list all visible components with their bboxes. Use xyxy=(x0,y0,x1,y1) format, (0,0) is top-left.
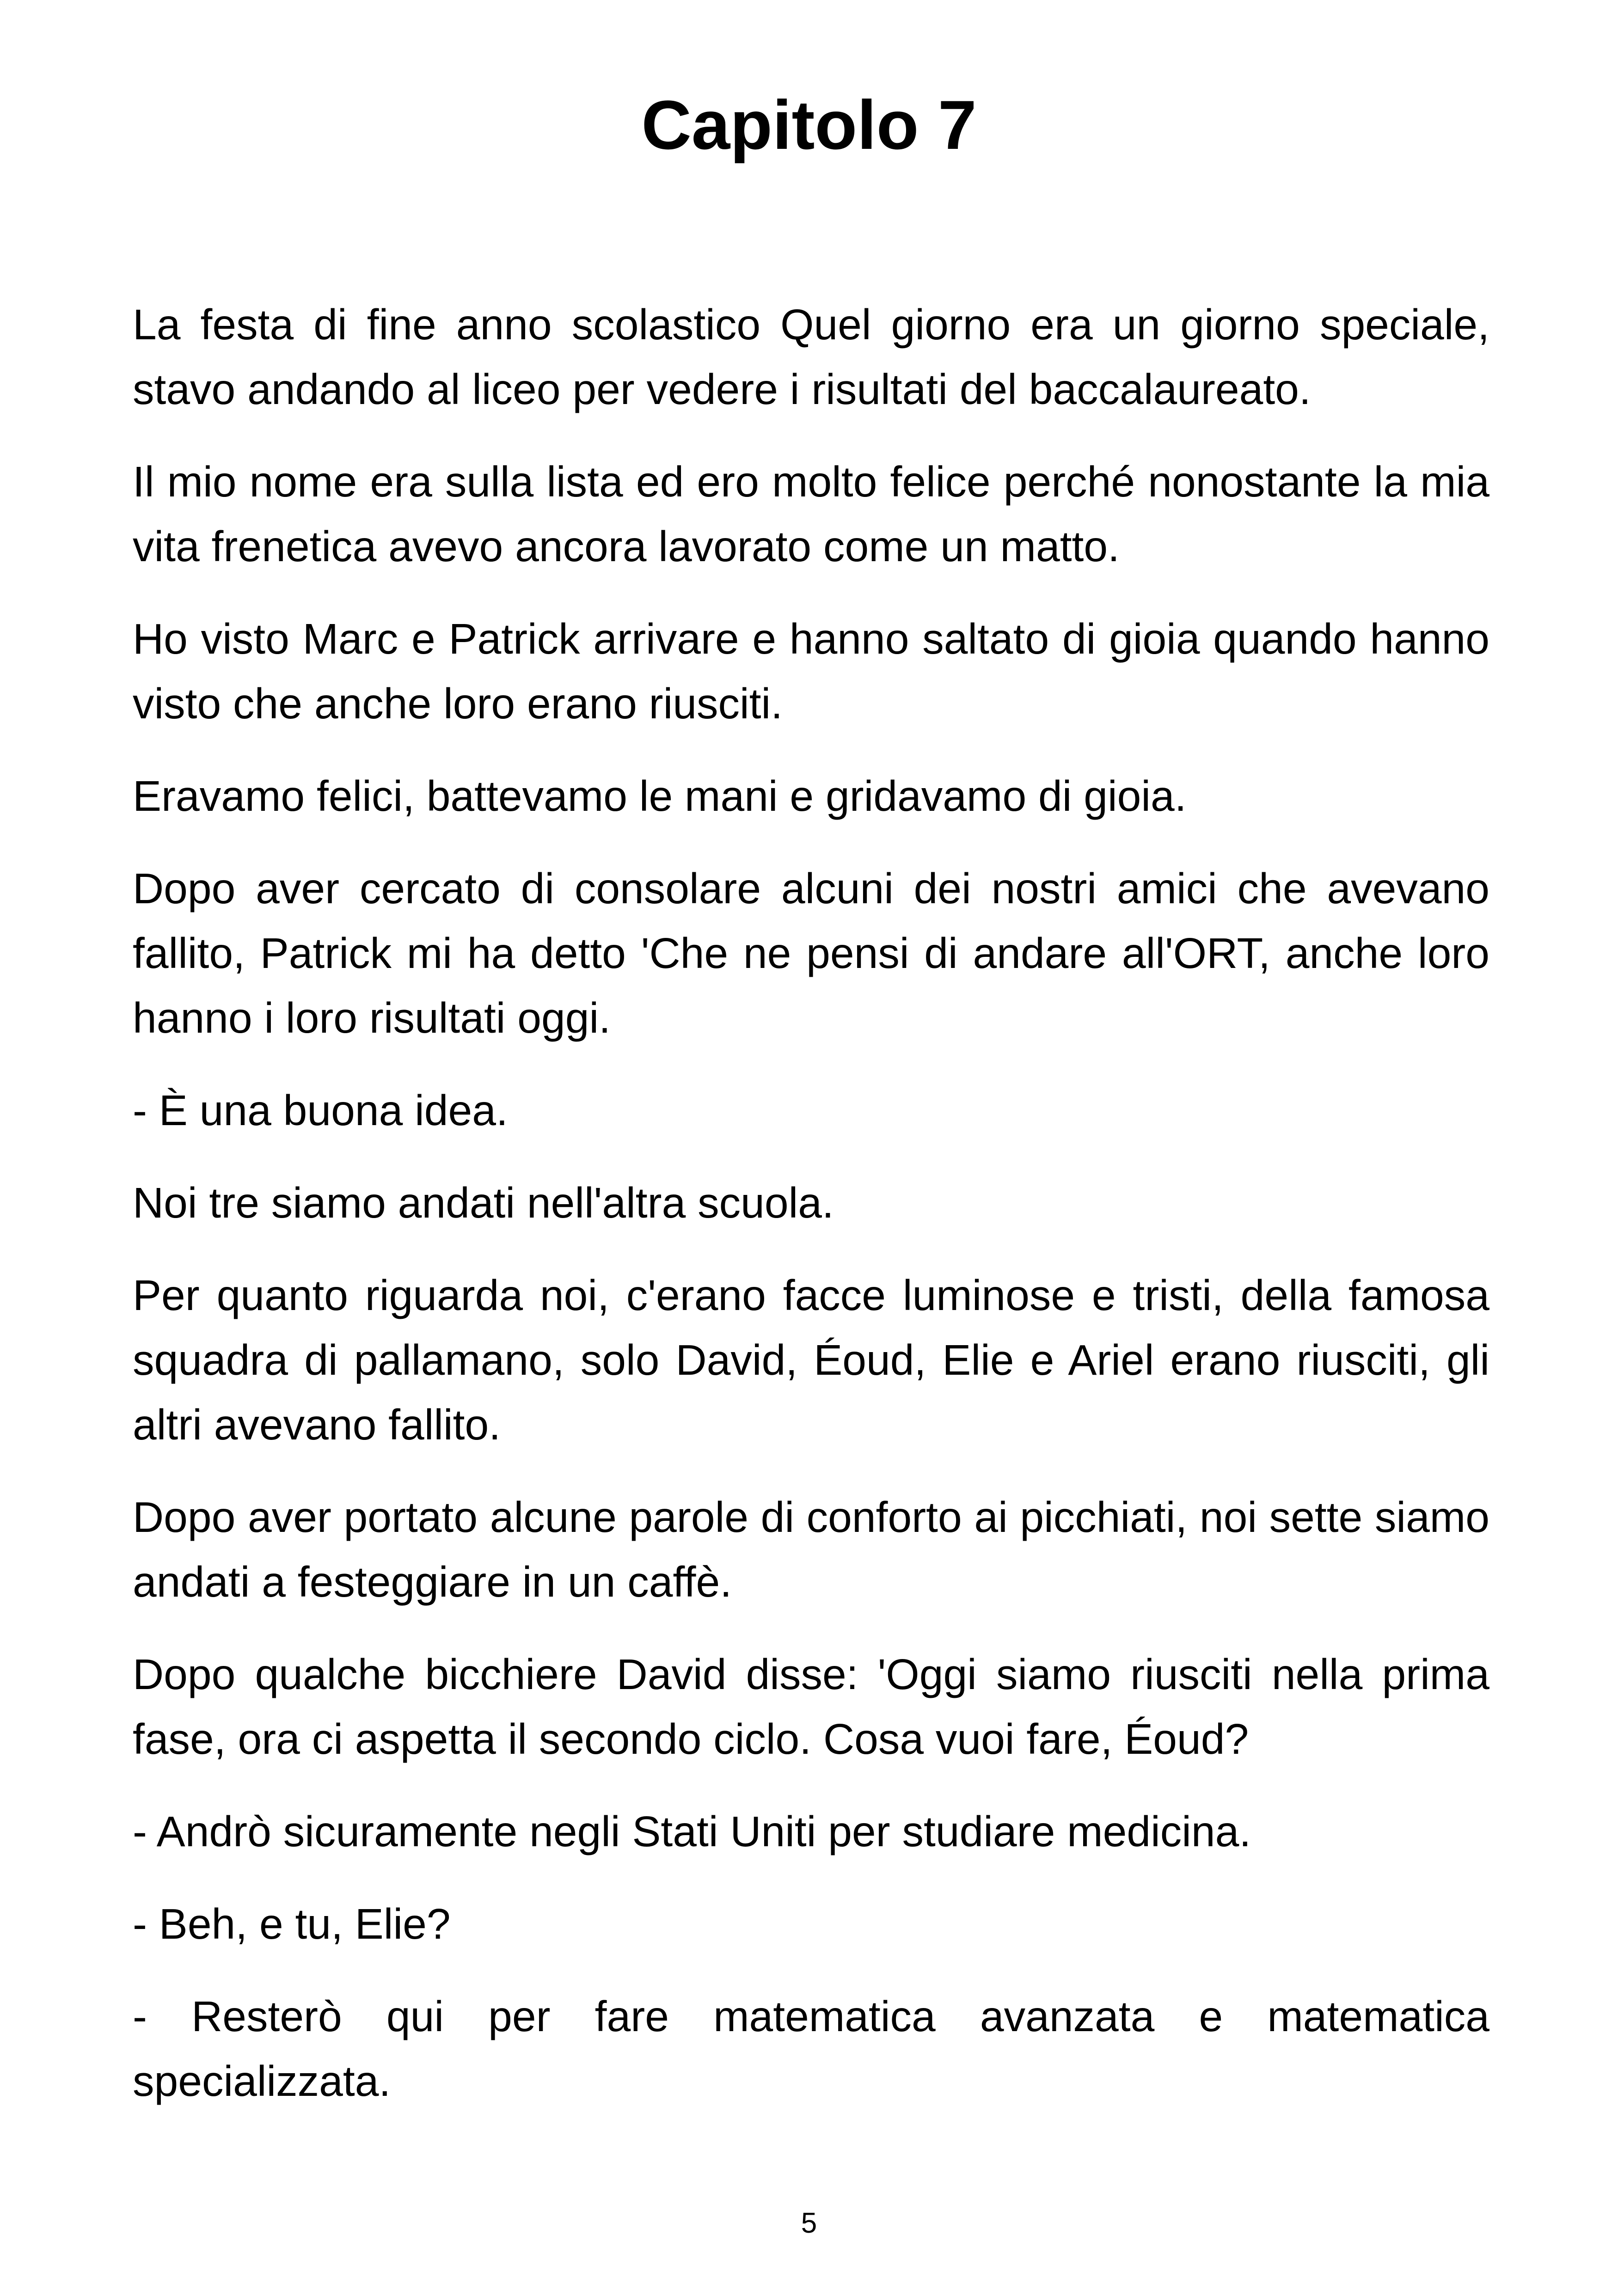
dialogue-line: - Beh, e tu, Elie? xyxy=(133,1900,451,1948)
paragraph: Eravamo felici, battevamo le mani e gridavamo di gioia. xyxy=(133,772,1187,820)
paragraph: Dopo qualche bicchiere David disse: 'Oggi siamo riusciti nella prima fase, ora ci aspetta il secondo ciclo. Cosa vuoi fare, Éoud? xyxy=(133,1650,1489,1763)
paragraph: Ho visto Marc e Patrick arrivare e hanno saltato di gioia quando hanno visto che anche loro erano riusciti. xyxy=(133,615,1489,728)
paragraph: Dopo aver portato alcune parole di conforto ai picchiati, noi sette siamo andati a festeggiare in un caffè. xyxy=(133,1493,1489,1606)
dialogue-line: - Andrò sicuramente negli Stati Uniti per studiare medicina. xyxy=(133,1807,1251,1855)
dialogue-line: - È una buona idea. xyxy=(133,1086,508,1134)
page-number: 5 xyxy=(801,2207,817,2239)
chapter-title: Capitolo 7 xyxy=(641,86,977,164)
paragraph: La festa di fine anno scolastico Quel giorno era un giorno speciale, stavo andando al liceo per vedere i risultati del baccalaureato. xyxy=(133,300,1489,413)
paragraph: Noi tre siamo andati nell'altra scuola. xyxy=(133,1179,834,1227)
paragraph: Dopo aver cercato di consolare alcuni dei nostri amici che avevano fallito, Patrick mi ha detto 'Che ne pensi di andare all'ORT, anche loro hanno i loro risultati oggi. xyxy=(133,864,1489,1042)
chapter-body xyxy=(133,292,1489,2141)
dialogue-line: - Resterò qui per fare matematica avanzata e matematica specializzata. xyxy=(133,1992,1489,2105)
paragraph: Per quanto riguarda noi, c'erano facce luminose e tristi, della famosa squadra di pallamano, solo David, Éoud, Elie e Ariel erano riusciti, gli altri avevano fallito. xyxy=(133,1271,1489,1449)
paragraph: Il mio nome era sulla lista ed ero molto felice perché nonostante la mia vita frenetica avevo ancora lavorato come un matto. xyxy=(133,458,1489,570)
